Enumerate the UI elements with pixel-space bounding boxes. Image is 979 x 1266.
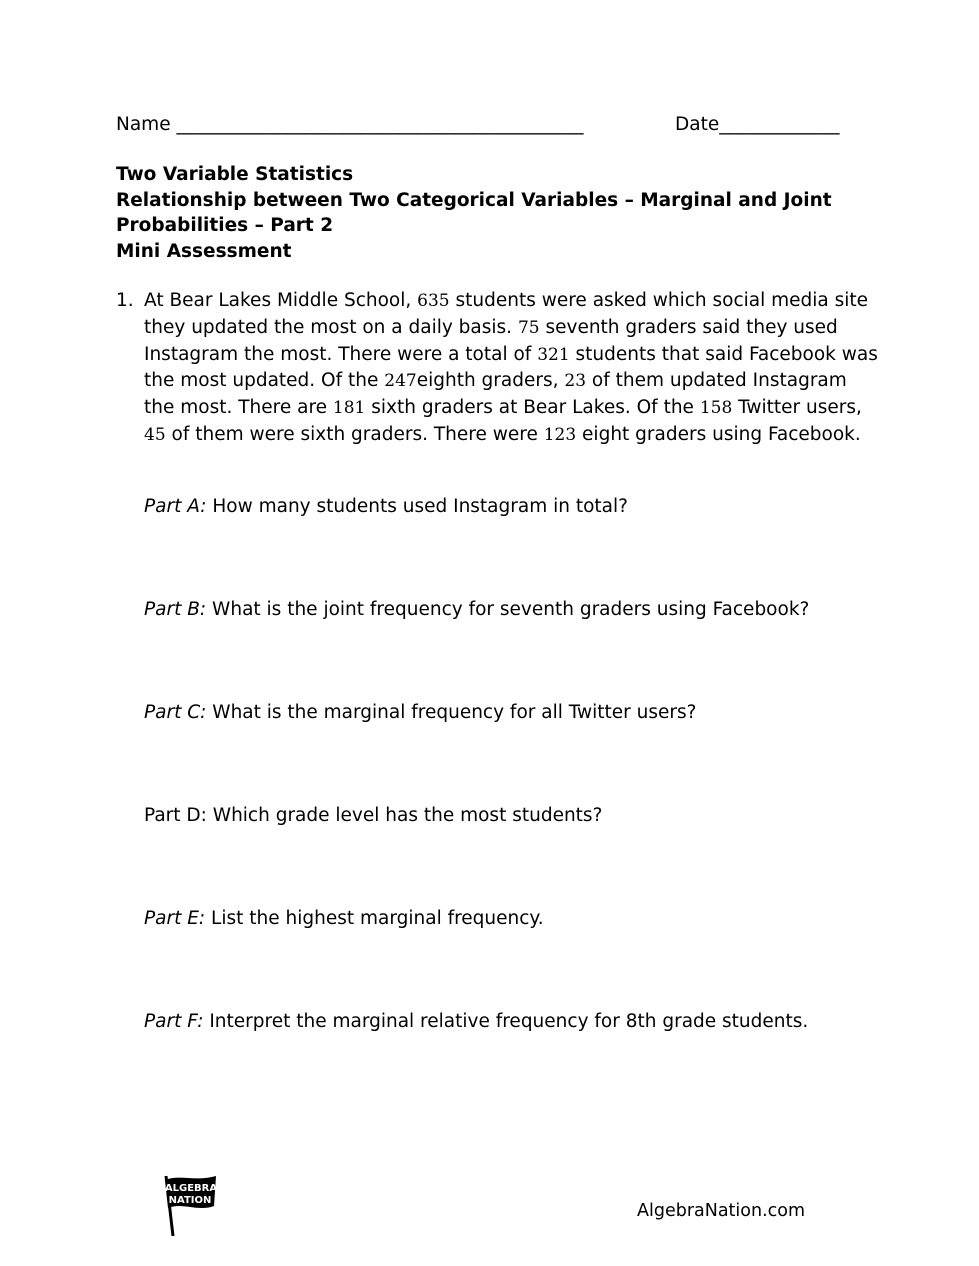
part-question: What is the marginal frequency for all Twitter users?: [206, 702, 697, 723]
title-assessment: Mini Assessment: [116, 241, 292, 263]
prompt-text: eight graders using Facebook.: [576, 423, 861, 445]
prompt-number: 321: [537, 344, 570, 365]
prompt-number: 23: [564, 371, 587, 392]
flag-icon: [158, 1172, 220, 1238]
prompt-number: 75: [517, 317, 540, 338]
prompt-number: 247: [384, 371, 417, 392]
prompt-text: of them were sixth graders. There were: [165, 423, 544, 445]
part-question: List the highest marginal frequency.: [205, 908, 544, 929]
prompt-number: 181: [332, 398, 366, 419]
part-question: Which grade level has the most students?: [206, 805, 603, 826]
part-e: [144, 906, 544, 932]
part-a: [144, 494, 628, 520]
title-topic-cont: Probabilities – Part 2: [116, 215, 334, 237]
part-question: Interpret the marginal relative frequency for 8th grade students.: [203, 1011, 809, 1032]
part-label: Part C:: [144, 702, 207, 723]
prompt-text: seventh graders said they used Instagram the most. There were a total of: [144, 316, 838, 365]
prompt-text: sixth graders at Bear Lakes. Of the: [365, 397, 700, 419]
part-label: Part D:: [144, 805, 207, 826]
prompt-text: students that said Facebook was the most updated. Of the: [144, 343, 878, 392]
svg-text:ALGEBRA: ALGEBRA: [164, 1183, 218, 1194]
prompt-number: 123: [543, 424, 577, 445]
name-field[interactable]: Name ____________________________________________: [116, 114, 584, 135]
document-title-block: [116, 162, 832, 265]
svg-text:NATION: NATION: [168, 1195, 212, 1206]
part-label: Part B:: [144, 599, 207, 620]
part-question: How many students used Instagram in total?: [206, 496, 628, 517]
name-date-row: [116, 114, 876, 140]
title-subject: Two Variable Statistics: [116, 164, 354, 185]
part-d: [144, 803, 602, 829]
prompt-number: 45: [144, 424, 166, 445]
prompt-text: of them updated Instagram the most. There are: [144, 370, 847, 419]
part-f: [144, 1009, 808, 1035]
prompt-text: Twitter users,: [732, 397, 862, 419]
prompt-text: At Bear Lakes Middle School,: [144, 290, 418, 311]
question-1-prompt: [144, 288, 879, 449]
part-c: [144, 700, 696, 726]
question-number: 1.: [116, 290, 134, 311]
prompt-number: 158: [699, 398, 733, 419]
prompt-number: 635: [417, 291, 450, 311]
prompt-text: students were asked which social media site they updated the most on a daily basis.: [144, 290, 869, 338]
part-label: Part E:: [144, 908, 206, 929]
prompt-text: eighth graders,: [416, 370, 565, 392]
algebra-nation-logo: [158, 1172, 220, 1238]
title-topic: Relationship between Two Categorical Variables – Marginal and Joint: [116, 189, 832, 211]
footer-website: AlgebraNation.com: [637, 1201, 806, 1221]
part-label: Part A:: [144, 496, 207, 517]
part-label: Part F:: [144, 1011, 204, 1032]
date-field[interactable]: Date_____________: [675, 114, 840, 135]
part-b: [144, 597, 809, 623]
part-question: What is the joint frequency for seventh graders using Facebook?: [206, 599, 810, 620]
